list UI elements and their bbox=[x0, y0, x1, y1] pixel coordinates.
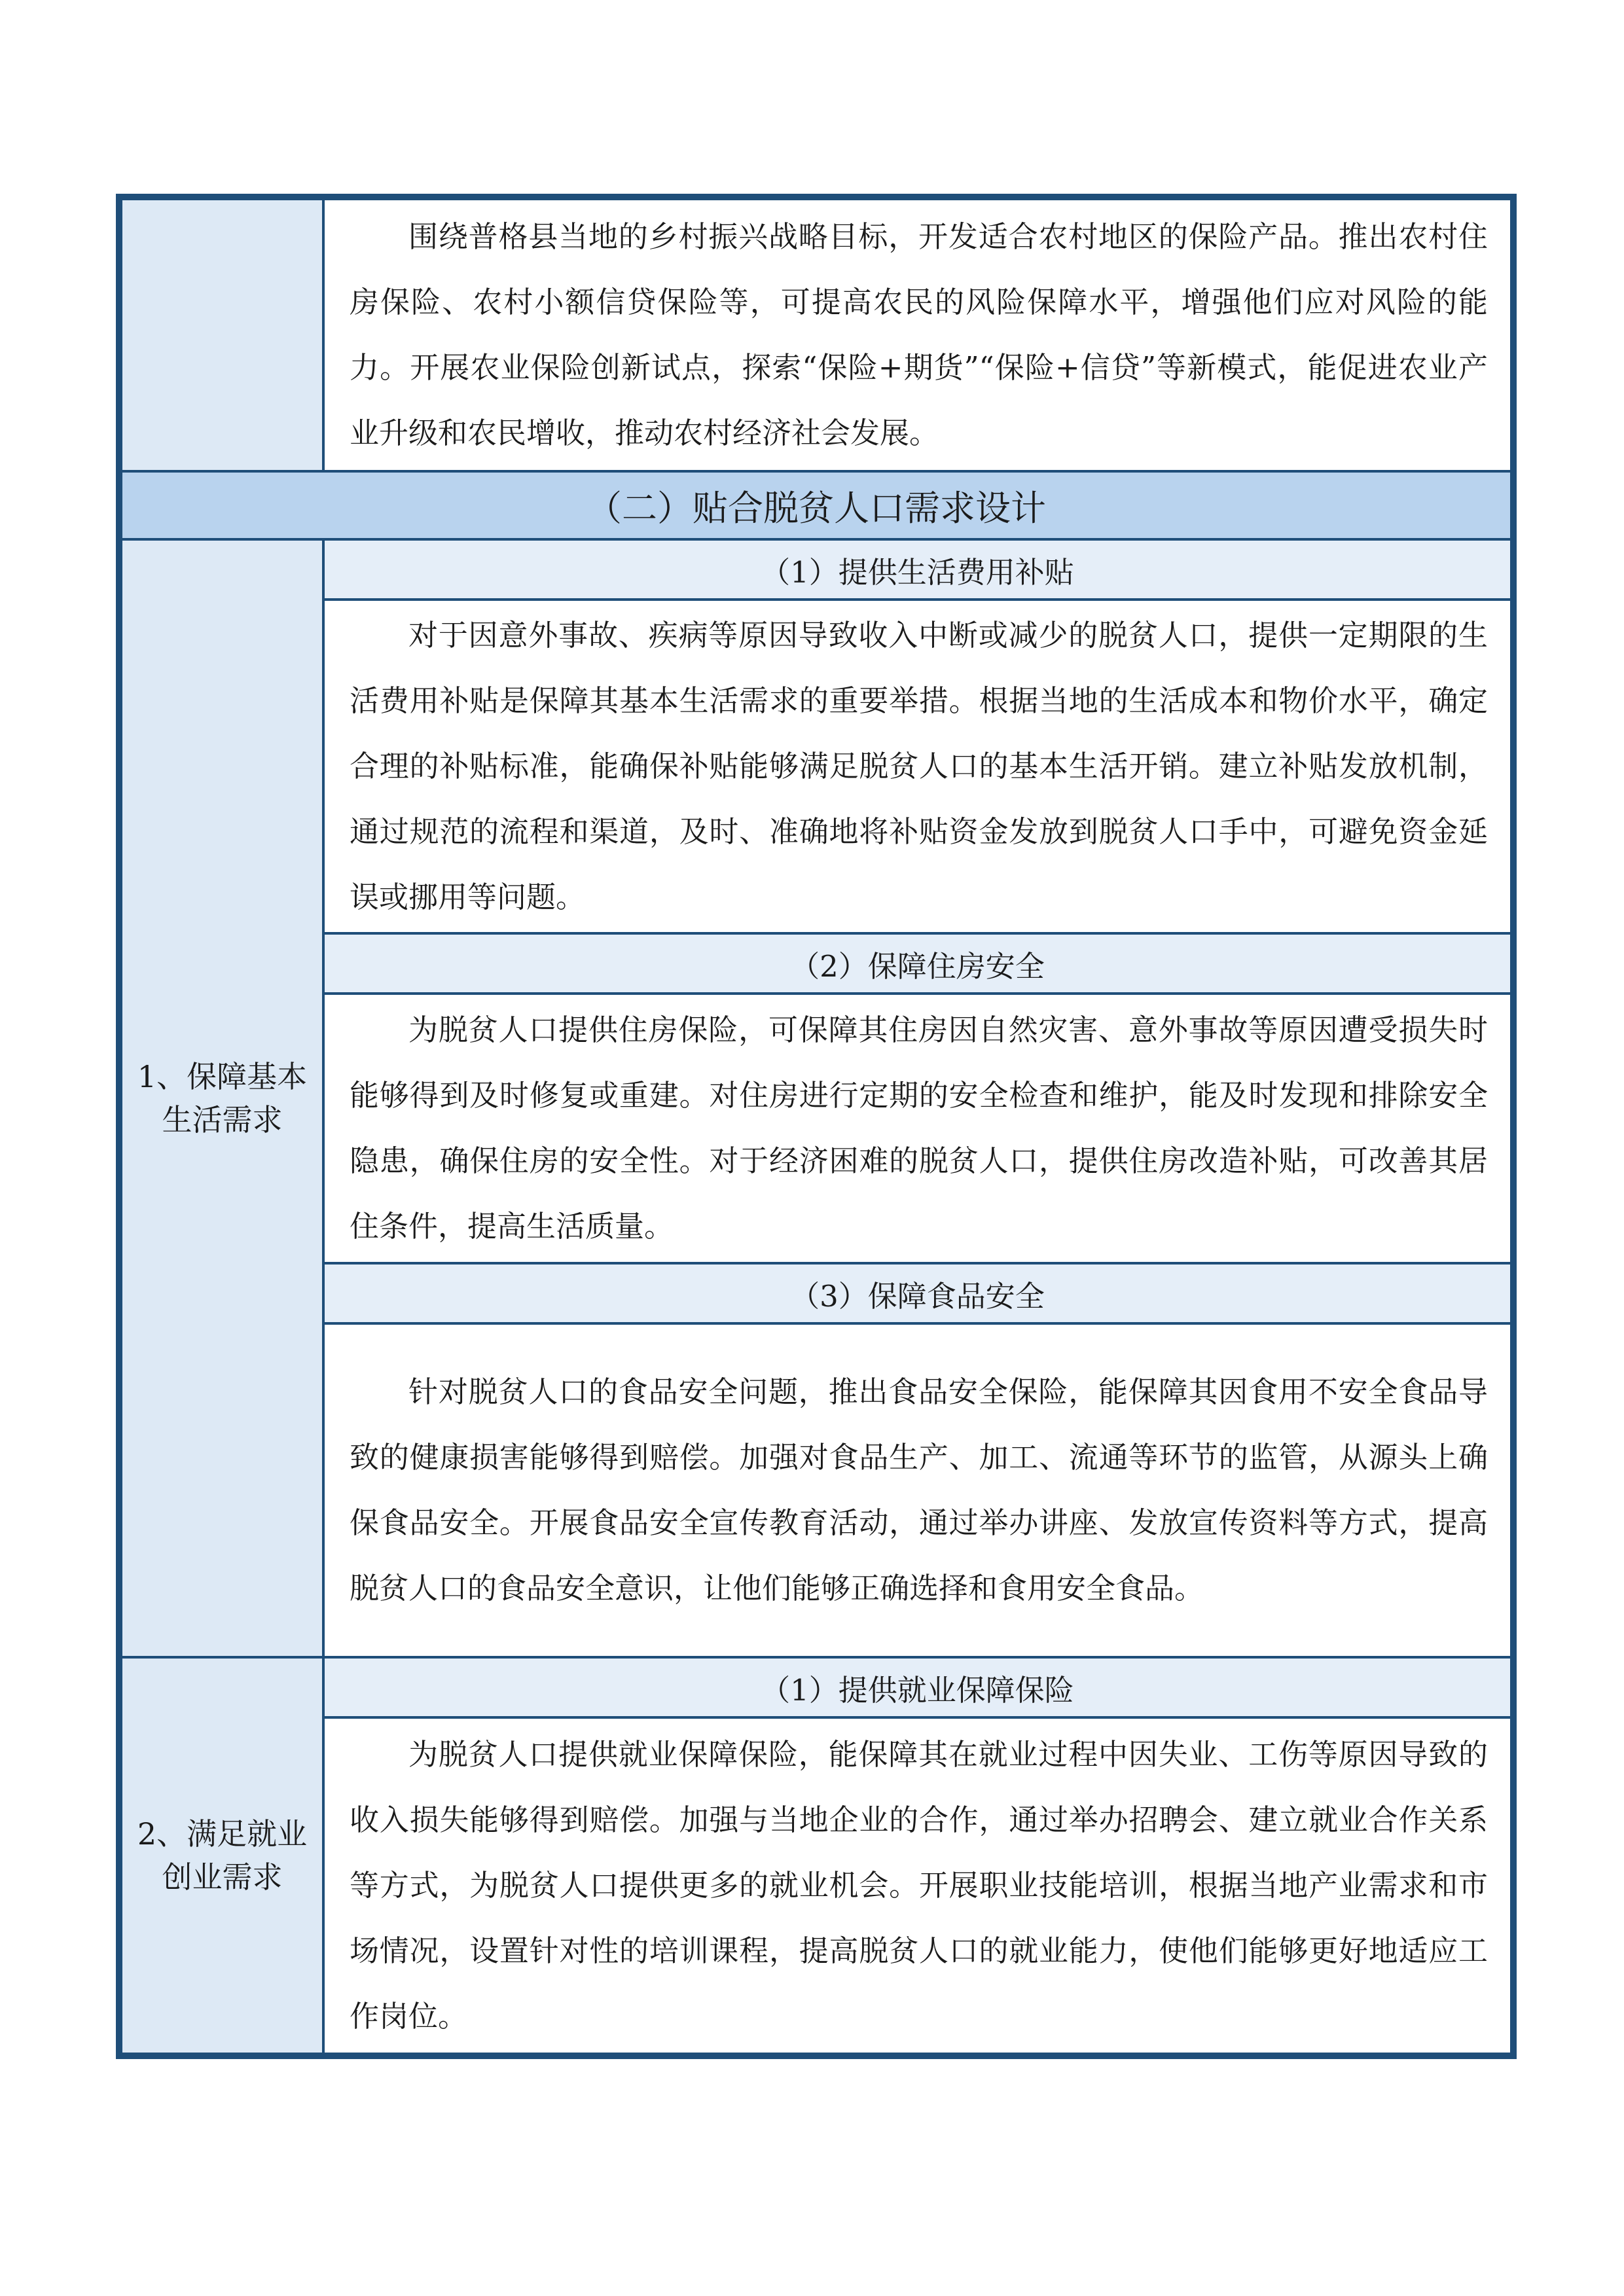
intro-row bbox=[121, 199, 1511, 471]
group-2-sub-1-header-row bbox=[121, 1657, 1511, 1717]
group-1-sub-2-header-row bbox=[121, 933, 1511, 994]
group-label: 2、满足就业创业需求 bbox=[121, 1657, 323, 2054]
group-2-sub-1-body-row bbox=[121, 1717, 1511, 2054]
item-text: 针对脱贫人口的食品安全问题，推出食品安全保险，能保障其因食用不安全食品导致的健康损害能够得到赔偿。加强对食品生产、加工、流通等环节的监管，从源头上确保食品安全。开展食品安全宣传教育活动，通过举办讲座、发放宣传资料等方式，提高脱贫人口的食品安全意识，让他们能够正确选择和食用安全食品。 bbox=[350, 1374, 1488, 1605]
item-text-cell bbox=[323, 1717, 1511, 2054]
intro-paragraph: 围绕普格县当地的乡村振兴战略目标，开发适合农村地区的保险产品。推出农村住房保险、农村小额信贷保险等，可提高农民的风险保障水平，增强他们应对风险的能力。开展农业保险创新试点，探索“保险+期货”“保险+信贷”等新模式，能促进农业产业升级和农民增收，推动农村经济社会发展。 bbox=[350, 219, 1488, 450]
group-1-sub-3-body-row bbox=[121, 1323, 1511, 1657]
item-text: 为脱贫人口提供住房保险，可保障其住房因自然灾害、意外事故等原因遭受损失时能够得到及时修复或重建。对住房进行定期的安全检查和维护，能及时发现和排除安全隐患，确保住房的安全性。对于经济困难的脱贫人口，提供住房改造补贴，可改善其居住条件，提高生活质量。 bbox=[350, 1013, 1488, 1244]
section-title: （二）贴合脱贫人口需求设计 bbox=[121, 471, 1511, 539]
item-text-cell bbox=[323, 994, 1511, 1263]
item-text: 为脱贫人口提供就业保障保险，能保障其在就业过程中因失业、工伤等原因导致的收入损失能够得到赔偿。加强与当地企业的合作，通过举办招聘会、建立就业合作关系等方式，为脱贫人口提供更多的就业机会。开展职业技能培训，根据当地产业需求和市场情况，设置针对性的培训课程，提高脱贫人口的就业能力，使他们能够更好地适应工作岗位。 bbox=[350, 1737, 1488, 2034]
intro-left-cell bbox=[121, 199, 323, 471]
item-subtitle: （1）提供生活费用补贴 bbox=[323, 539, 1511, 600]
group-label: 1、保障基本生活需求 bbox=[121, 539, 323, 1657]
group-1-sub-2-body-row bbox=[121, 994, 1511, 1263]
group-1-sub-3-header-row bbox=[121, 1263, 1511, 1323]
item-subtitle: （2）保障住房安全 bbox=[323, 933, 1511, 994]
item-subtitle: （1）提供就业保障保险 bbox=[323, 1657, 1511, 1717]
content-table bbox=[120, 198, 1513, 2055]
item-text-cell bbox=[323, 1323, 1511, 1657]
section-header-row bbox=[121, 471, 1511, 539]
item-subtitle: （3）保障食品安全 bbox=[323, 1263, 1511, 1323]
intro-cell bbox=[323, 199, 1511, 471]
item-text: 对于因意外事故、疾病等原因导致收入中断或减少的脱贫人口，提供一定期限的生活费用补贴是保障其基本生活需求的重要举措。根据当地的生活成本和物价水平，确定合理的补贴标准，能确保补贴能够满足脱贫人口的基本生活开销。建立补贴发放机制，通过规范的流程和渠道，及时、准确地将补贴资金发放到脱贫人口手中，可避免资金延误或挪用等问题。 bbox=[350, 618, 1488, 914]
group-1-sub-1-body-row bbox=[121, 600, 1511, 933]
item-text-cell bbox=[323, 600, 1511, 933]
group-1-sub-1-header-row bbox=[121, 539, 1511, 600]
